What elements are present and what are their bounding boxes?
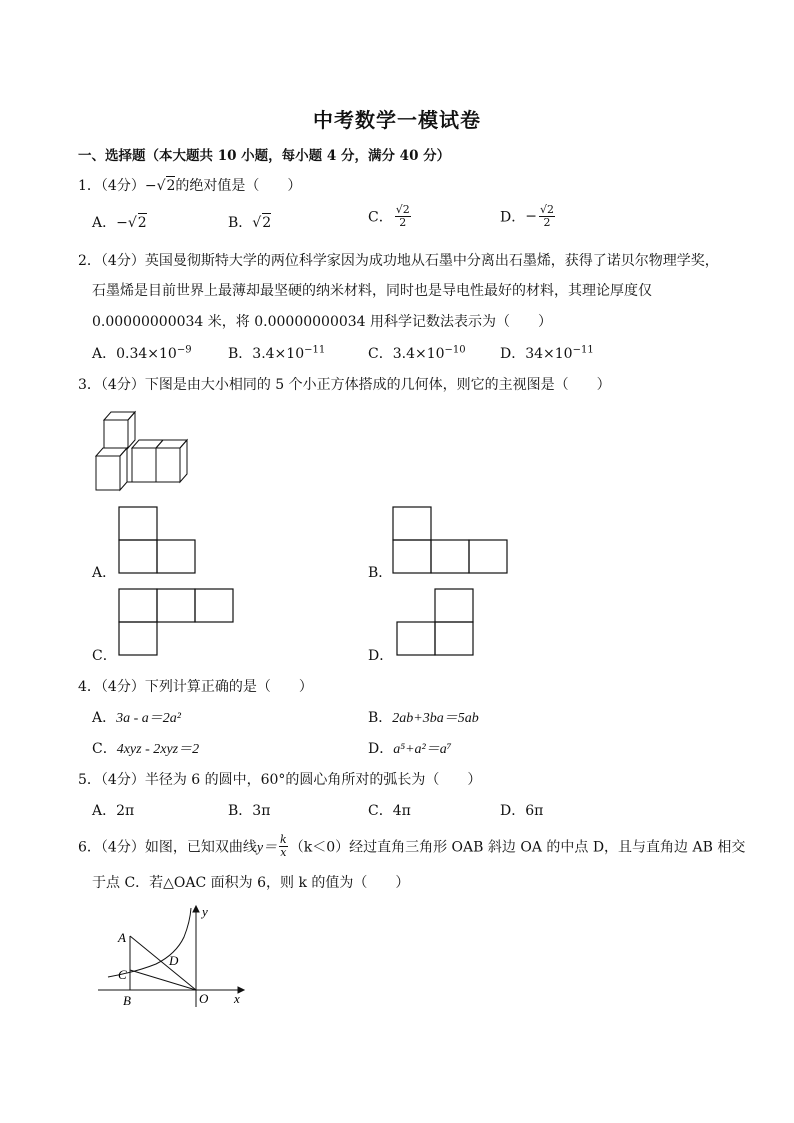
question-1-option-a[interactable]: A．−√2 [92,215,147,231]
question-4-option-c[interactable]: C．4xyz - 2xyz＝2 [92,741,200,757]
hyperbola-triangle-figure [96,902,256,1012]
question-2-line-1: 2．（4分）英国曼彻斯特大学的两位科学家因为成功地从石墨中分离出石墨烯，获得了诺贝尔物理学奖， [78,253,719,269]
top-cube-side [128,412,135,448]
question-4-option-b[interactable]: B．2ab+3ba＝5ab [368,710,479,726]
question-1-option-d[interactable]: D．− $\frac{√2}{2}$ [500,203,554,229]
question-2-option-a[interactable]: A．$0.34\times 10^{-9}$ [92,344,192,362]
question-2-option-d[interactable]: D．$34\times 10^{-11}$ [500,344,594,362]
label-x: x [234,991,240,1006]
label-y: y [202,904,208,919]
question-3-stem: 3．（4分）下图是由大小相同的 5 个小正方体搭成的几何体，则它的主视图是（ ） [78,377,611,393]
label-d: D [169,953,179,968]
page-title: 中考数学一模试卷 [313,108,481,132]
question-5-option-c[interactable]: C．4π [368,803,411,819]
bottom-cube-1-side [120,448,127,490]
question-2-option-b[interactable]: B．$3.4\times 10^{-11}$ [228,344,326,362]
segment-oc [130,970,196,990]
question-5-option-a[interactable]: A．2π [92,803,135,819]
top-cube-front [104,420,128,448]
option-d-view-figure [396,588,476,658]
question-4-option-d[interactable]: D．a⁵+a²＝a⁷ [368,741,452,757]
option-a-view-figure [118,506,198,576]
bottom-cube-2-front [132,448,156,482]
question-1-option-b[interactable]: B．√2 [228,215,272,231]
bottom-cube-3-front [156,448,180,482]
cube-solid-figure [90,400,200,495]
question-3-option-c[interactable]: C． [92,648,117,664]
question-5-option-b[interactable]: B．3π [228,803,271,819]
question-3-option-d[interactable]: D． [368,648,394,664]
question-6-line-2: 于点 C．若△OAC 面积为 6，则 k 的值为（ ） [92,875,410,891]
y-axis-arrow [193,906,199,912]
question-5-option-d[interactable]: D．6π [500,803,544,819]
bottom-cube-3-side [180,440,187,482]
question-4-stem: 4．（4分）下列计算正确的是（ ） [78,679,313,695]
question-3-option-a[interactable]: A． [92,565,117,581]
segment-oa [130,936,196,990]
label-a: A [118,930,126,945]
bottom-cube-2-top [132,440,163,448]
bottom-cube-1-front [96,456,120,490]
question-1-stem: 1．（4分）−√2的绝对值是（ ） [78,178,302,194]
question-2-line-2: 石墨烯是目前世界上最薄却最坚硬的纳米材料，同时也是导电性最好的材料，其理论厚度仅 [92,283,652,299]
bottom-cube-3-top [156,440,187,448]
label-o: O [199,991,209,1006]
question-2-line-3: 0.00000000034 米，将 0.00000000034 用科学记数法表示为（ ） [92,314,553,330]
question-3-option-b[interactable]: B． [368,565,393,581]
option-b-view-figure [392,506,512,576]
top-cube-top [104,412,135,420]
section-heading: 一、选择题（本大题共 10 小题，每小题 4 分，满分 40 分） [78,148,451,164]
question-6-line-1: 6．（4分）如图，已知双曲线y＝ $\frac{k}{x}$ （k＜0）经过直角三角形 OAB 斜边 OA 的中点 D，且与直角边 AB 相交 [78,833,746,859]
label-b: B [123,993,131,1008]
question-1-option-c[interactable]: C． $\frac{√2}{2}$ [368,203,410,229]
question-4-option-a[interactable]: A．3a - a＝2a² [92,710,181,726]
label-c: C [118,967,127,982]
option-c-view-figure [118,588,238,658]
question-5-stem: 5．（4分）半径为 6 的圆中，60°的圆心角所对的弧长为（ ） [78,772,482,788]
bottom-cube-1-top [96,448,127,456]
question-2-option-c[interactable]: C．$3.4\times 10^{-10}$ [368,344,466,362]
